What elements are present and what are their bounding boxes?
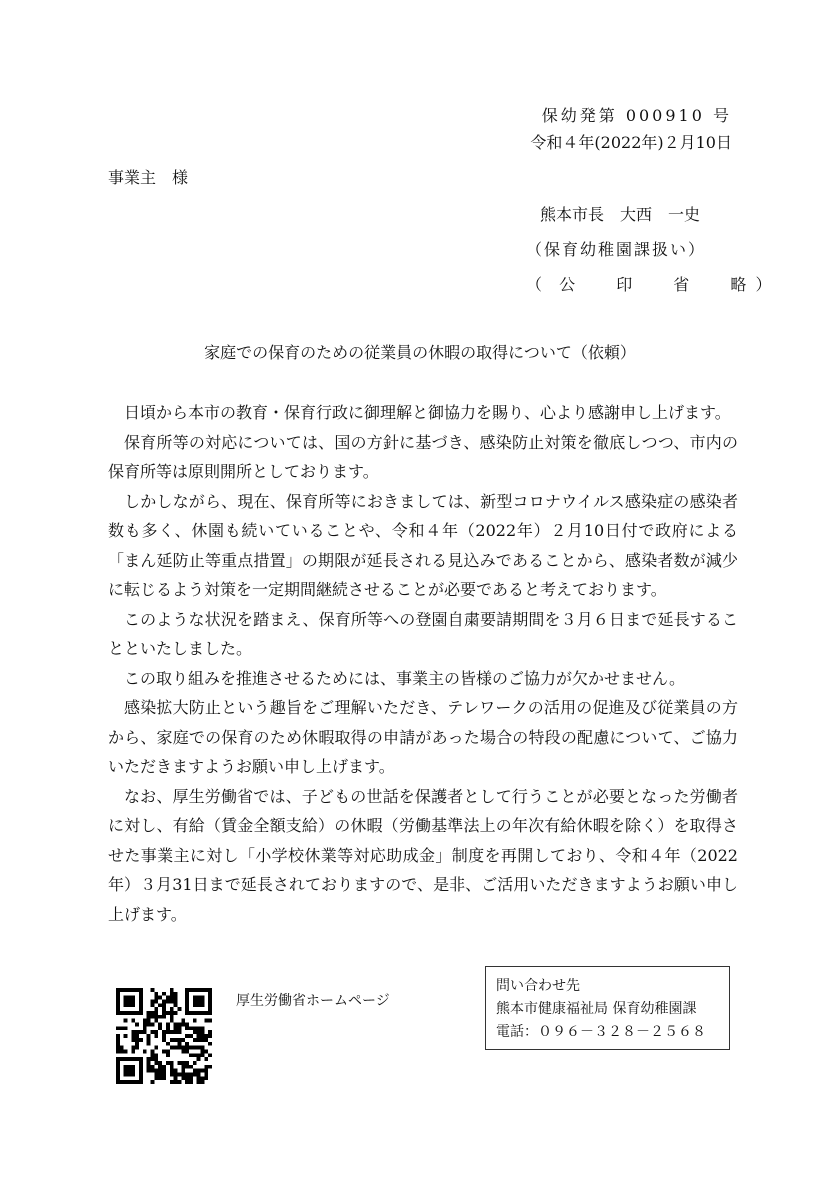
- body-paragraph: 感染拡大防止という趣旨をご理解いただき、テレワークの活用の促進及び従業員の方から、家庭での保育のため休暇取得の申請があった場合の特段の配慮について、ご協力いただきますようお願い申し上げます。: [108, 698, 738, 776]
- seal-char-3: 省: [673, 275, 690, 294]
- document-body: [108, 398, 738, 929]
- contact-box: [485, 966, 730, 1050]
- document-title: 家庭での保育のための従業員の休暇の取得について（依頼）: [204, 343, 636, 362]
- body-paragraph: しかしながら、現在、保育所等におきましては、新型コロナウイルス感染症の感染者数も多く、休園も続いていることや、令和４年（2022年）２月10日付で政府による「まん延防止等重点措置」の期限が延長される見込みであることから、感染者数が減少に転じるよう対策を一定期間継続させることが必要であると考えております。: [108, 491, 738, 599]
- seal-char-1: 公: [559, 275, 576, 294]
- document-number: 保幼発第 000910 号: [541, 106, 732, 125]
- seal-bracket-close: ）: [755, 275, 772, 294]
- qr-caption: 厚生労働省ホームページ: [236, 993, 390, 1009]
- body-paragraph: 日頃から本市の教育・保育行政に御理解と御協力を賜り、心より感謝申し上げます。: [124, 403, 731, 422]
- document-date: 令和４年(2022年)２月10日: [530, 133, 732, 152]
- body-paragraph: この取り組みを推進させるためには、事業主の皆様のご協力が欠かせません。: [124, 668, 685, 688]
- seal-char-4: 略: [730, 275, 747, 294]
- sender-department: （保育幼稚園課扱い）: [526, 240, 707, 259]
- body-paragraph: 保育所等の対応については、国の方針に基づき、感染防止対策を徹底しつつ、市内の保育所等は原則開所としております。: [108, 432, 738, 481]
- qr-code-icon[interactable]: [116, 988, 212, 1084]
- contact-phone: 電話：０９６－３２８－２５６８: [496, 1024, 706, 1040]
- contact-department: 熊本市健康福祉局 保育幼稚園課: [496, 1001, 697, 1017]
- body-paragraph: なお、厚生労働省では、子どもの世話を保護者として行うことが必要となった労働者に対し、有給（賃金全額支給）の休暇（労働基準法上の年次有給休暇を除く）を取得させた事業主に対し「小学校休業等対応助成金」制度を再開しており、令和４年（2022年）３月31日まで延長されておりますので、是非、ご活用いただきますようお願い申し上げます。: [108, 786, 738, 924]
- seal-bracket-open: （: [526, 275, 543, 294]
- addressee: 事業主 様: [108, 168, 189, 187]
- body-paragraph: このような状況を踏まえ、保育所等への登園自粛要請期間を３月６日まで延長することといたしました。: [108, 609, 738, 658]
- seal-omitted-note: [526, 272, 771, 295]
- seal-char-2: 印: [616, 275, 633, 294]
- sender-name: 熊本市長 大西 一史: [540, 205, 701, 224]
- contact-heading: 問い合わせ先: [496, 978, 580, 994]
